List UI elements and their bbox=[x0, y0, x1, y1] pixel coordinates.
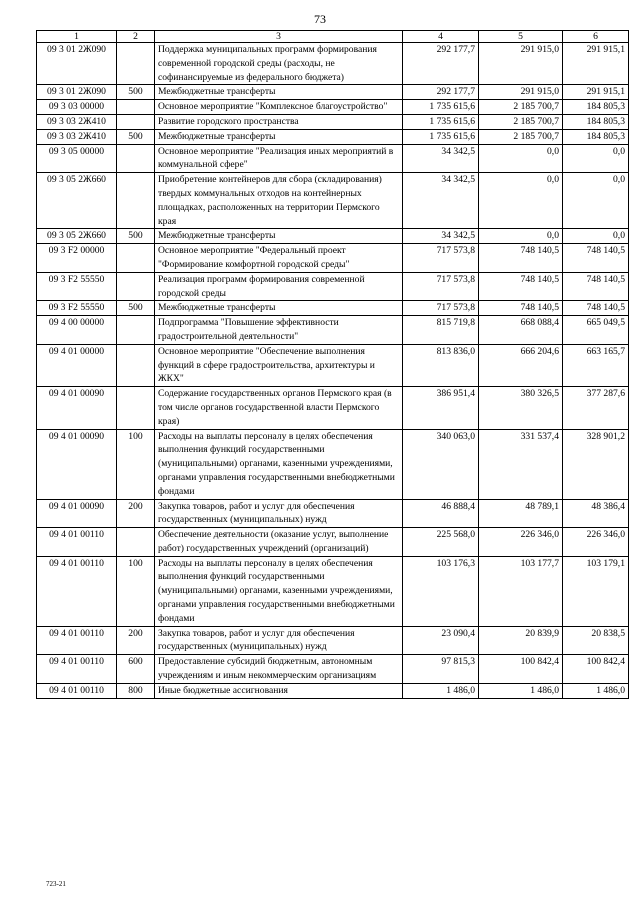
row-expense-type: 100 bbox=[117, 556, 155, 626]
table-header-row bbox=[37, 31, 629, 43]
row-value-1: 23 090,4 bbox=[403, 626, 479, 655]
row-code: 09 4 01 00110 bbox=[37, 556, 117, 626]
row-code: 09 3 05 00000 bbox=[37, 144, 117, 173]
row-expense-type: 100 bbox=[117, 429, 155, 499]
row-value-3: 48 386,4 bbox=[563, 499, 629, 528]
row-value-1: 34 342,5 bbox=[403, 144, 479, 173]
row-value-2: 0,0 bbox=[479, 144, 563, 173]
row-expense-type: 600 bbox=[117, 655, 155, 684]
row-value-1: 717 573,8 bbox=[403, 272, 479, 301]
row-expense-type bbox=[117, 272, 155, 301]
row-value-1: 46 888,4 bbox=[403, 499, 479, 528]
row-expense-type bbox=[117, 100, 155, 115]
row-code: 09 4 01 00110 bbox=[37, 528, 117, 557]
row-code: 09 3 03 00000 bbox=[37, 100, 117, 115]
row-expense-type: 500 bbox=[117, 85, 155, 100]
row-value-3: 291 915,1 bbox=[563, 43, 629, 85]
row-expense-type: 500 bbox=[117, 301, 155, 316]
table-row bbox=[37, 626, 629, 655]
row-expense-type bbox=[117, 144, 155, 173]
table-row bbox=[37, 85, 629, 100]
row-value-2: 0,0 bbox=[479, 229, 563, 244]
row-name: Межбюджетные трансферты bbox=[155, 301, 403, 316]
row-value-1: 103 176,3 bbox=[403, 556, 479, 626]
row-name: Содержание государственных органов Пермского края (в том числе органов государственной власти Пермского края) bbox=[155, 387, 403, 429]
row-value-3: 0,0 bbox=[563, 144, 629, 173]
table-row bbox=[37, 344, 629, 386]
row-name: Межбюджетные трансферты bbox=[155, 85, 403, 100]
row-value-2: 2 185 700,7 bbox=[479, 114, 563, 129]
row-name: Развитие городского пространства bbox=[155, 114, 403, 129]
column-header: 4 bbox=[403, 31, 479, 43]
row-code: 09 4 01 00090 bbox=[37, 387, 117, 429]
row-code: 09 4 01 00110 bbox=[37, 683, 117, 698]
row-expense-type: 200 bbox=[117, 626, 155, 655]
row-value-2: 748 140,5 bbox=[479, 301, 563, 316]
table-row bbox=[37, 173, 629, 229]
row-value-2: 291 915,0 bbox=[479, 43, 563, 85]
row-code: 09 3 03 2Ж410 bbox=[37, 129, 117, 144]
row-code: 09 3 05 2Ж660 bbox=[37, 229, 117, 244]
row-value-3: 665 049,5 bbox=[563, 316, 629, 345]
table-row bbox=[37, 272, 629, 301]
row-name: Основное мероприятие "Комплексное благоустройство" bbox=[155, 100, 403, 115]
row-value-3: 0,0 bbox=[563, 229, 629, 244]
row-value-3: 184 805,3 bbox=[563, 129, 629, 144]
row-value-1: 34 342,5 bbox=[403, 229, 479, 244]
row-value-2: 380 326,5 bbox=[479, 387, 563, 429]
row-name: Обеспечение деятельности (оказание услуг, выполнение работ) государственных учреждений (организаций) bbox=[155, 528, 403, 557]
row-value-3: 1 486,0 bbox=[563, 683, 629, 698]
row-code: 09 3 01 2Ж090 bbox=[37, 85, 117, 100]
row-code: 09 3 F2 00000 bbox=[37, 244, 117, 273]
row-value-3: 663 165,7 bbox=[563, 344, 629, 386]
row-value-1: 34 342,5 bbox=[403, 173, 479, 229]
row-value-2: 100 842,4 bbox=[479, 655, 563, 684]
row-name: Межбюджетные трансферты bbox=[155, 229, 403, 244]
row-value-1: 717 573,8 bbox=[403, 244, 479, 273]
row-value-2: 668 088,4 bbox=[479, 316, 563, 345]
table-row bbox=[37, 556, 629, 626]
table-row bbox=[37, 114, 629, 129]
row-expense-type: 800 bbox=[117, 683, 155, 698]
row-name: Подпрограмма "Повышение эффективности градостроительной деятельности" bbox=[155, 316, 403, 345]
column-header: 3 bbox=[155, 31, 403, 43]
row-expense-type bbox=[117, 114, 155, 129]
row-name: Расходы на выплаты персоналу в целях обеспечения выполнения функций государственными (муниципальными) органами, казенными учреждениями, органами управления государственными внебюджетными фондами bbox=[155, 429, 403, 499]
row-code: 09 3 01 2Ж090 bbox=[37, 43, 117, 85]
row-name: Межбюджетные трансферты bbox=[155, 129, 403, 144]
row-value-3: 226 346,0 bbox=[563, 528, 629, 557]
row-value-2: 103 177,7 bbox=[479, 556, 563, 626]
row-name: Поддержка муниципальных программ формирования современной городской среды (расходы, не софинансируемые из федерального бюджета) bbox=[155, 43, 403, 85]
column-header: 6 bbox=[563, 31, 629, 43]
row-expense-type: 500 bbox=[117, 229, 155, 244]
table-row bbox=[37, 43, 629, 85]
row-value-1: 292 177,7 bbox=[403, 43, 479, 85]
row-value-2: 2 185 700,7 bbox=[479, 129, 563, 144]
row-value-2: 2 185 700,7 bbox=[479, 100, 563, 115]
column-header: 2 bbox=[117, 31, 155, 43]
row-value-2: 20 839,9 bbox=[479, 626, 563, 655]
table-row bbox=[37, 301, 629, 316]
row-value-1: 813 836,0 bbox=[403, 344, 479, 386]
row-code: 09 4 01 00090 bbox=[37, 499, 117, 528]
row-name: Иные бюджетные ассигнования bbox=[155, 683, 403, 698]
table-row bbox=[37, 229, 629, 244]
row-value-3: 184 805,3 bbox=[563, 100, 629, 115]
row-name: Реализация программ формирования современной городской среды bbox=[155, 272, 403, 301]
row-code: 09 3 F2 55550 bbox=[37, 301, 117, 316]
row-value-2: 291 915,0 bbox=[479, 85, 563, 100]
row-code: 09 4 01 00090 bbox=[37, 429, 117, 499]
row-value-1: 386 951,4 bbox=[403, 387, 479, 429]
row-code: 09 4 01 00110 bbox=[37, 655, 117, 684]
row-expense-type bbox=[117, 43, 155, 85]
table-row bbox=[37, 655, 629, 684]
row-value-1: 815 719,8 bbox=[403, 316, 479, 345]
row-code: 09 4 01 00110 bbox=[37, 626, 117, 655]
row-name: Основное мероприятие "Обеспечение выполнения функций в сфере градостроительства, архитектуры и ЖКХ" bbox=[155, 344, 403, 386]
row-name: Основное мероприятие "Федеральный проект "Формирование комфортной городской среды" bbox=[155, 244, 403, 273]
budget-table bbox=[36, 30, 629, 699]
column-header: 5 bbox=[479, 31, 563, 43]
row-expense-type bbox=[117, 173, 155, 229]
row-name: Расходы на выплаты персоналу в целях обеспечения выполнения функций государственными (муниципальными) органами, казенными учреждениями, органами управления государственными внебюджетными фондами bbox=[155, 556, 403, 626]
row-expense-type bbox=[117, 387, 155, 429]
row-value-1: 97 815,3 bbox=[403, 655, 479, 684]
row-expense-type bbox=[117, 316, 155, 345]
table-row bbox=[37, 683, 629, 698]
table-row bbox=[37, 429, 629, 499]
row-code: 09 4 00 00000 bbox=[37, 316, 117, 345]
row-value-1: 292 177,7 bbox=[403, 85, 479, 100]
row-name: Закупка товаров, работ и услуг для обеспечения государственных (муниципальных) нужд bbox=[155, 626, 403, 655]
row-name: Предоставление субсидий бюджетным, автономным учреждениям и иным некоммерческим организациям bbox=[155, 655, 403, 684]
row-expense-type bbox=[117, 528, 155, 557]
row-value-1: 1 735 615,6 bbox=[403, 100, 479, 115]
row-value-3: 100 842,4 bbox=[563, 655, 629, 684]
column-header: 1 bbox=[37, 31, 117, 43]
table-row bbox=[37, 528, 629, 557]
row-value-3: 328 901,2 bbox=[563, 429, 629, 499]
row-value-2: 331 537,4 bbox=[479, 429, 563, 499]
table-row bbox=[37, 316, 629, 345]
row-value-1: 1 486,0 bbox=[403, 683, 479, 698]
row-value-3: 291 915,1 bbox=[563, 85, 629, 100]
row-value-2: 748 140,5 bbox=[479, 244, 563, 273]
row-value-1: 1 735 615,6 bbox=[403, 129, 479, 144]
table-row bbox=[37, 144, 629, 173]
table-row bbox=[37, 387, 629, 429]
row-name: Приобретение контейнеров для сбора (складирования) твердых коммунальных отходов на контейнерных площадках, расположенных на территории Пермского края bbox=[155, 173, 403, 229]
table-row bbox=[37, 129, 629, 144]
table-row bbox=[37, 499, 629, 528]
row-value-1: 225 568,0 bbox=[403, 528, 479, 557]
row-name: Основное мероприятие "Реализация иных мероприятий в коммунальной сфере" bbox=[155, 144, 403, 173]
row-value-3: 748 140,5 bbox=[563, 301, 629, 316]
row-code: 09 3 03 2Ж410 bbox=[37, 114, 117, 129]
row-expense-type bbox=[117, 344, 155, 386]
row-value-3: 748 140,5 bbox=[563, 244, 629, 273]
row-value-3: 0,0 bbox=[563, 173, 629, 229]
page-number: 73 bbox=[314, 12, 326, 26]
table-row bbox=[37, 244, 629, 273]
row-value-1: 717 573,8 bbox=[403, 301, 479, 316]
row-value-3: 184 805,3 bbox=[563, 114, 629, 129]
row-value-1: 1 735 615,6 bbox=[403, 114, 479, 129]
row-value-3: 20 838,5 bbox=[563, 626, 629, 655]
row-value-1: 340 063,0 bbox=[403, 429, 479, 499]
row-code: 09 3 F2 55550 bbox=[37, 272, 117, 301]
row-name: Закупка товаров, работ и услуг для обеспечения государственных (муниципальных) нужд bbox=[155, 499, 403, 528]
row-value-2: 666 204,6 bbox=[479, 344, 563, 386]
row-code: 09 3 05 2Ж660 bbox=[37, 173, 117, 229]
row-value-2: 748 140,5 bbox=[479, 272, 563, 301]
footer-code: 723-21 bbox=[46, 880, 66, 888]
row-value-2: 1 486,0 bbox=[479, 683, 563, 698]
row-code: 09 4 01 00000 bbox=[37, 344, 117, 386]
row-value-3: 103 179,1 bbox=[563, 556, 629, 626]
row-value-2: 0,0 bbox=[479, 173, 563, 229]
row-expense-type: 500 bbox=[117, 129, 155, 144]
row-value-3: 377 287,6 bbox=[563, 387, 629, 429]
row-value-2: 226 346,0 bbox=[479, 528, 563, 557]
row-value-3: 748 140,5 bbox=[563, 272, 629, 301]
table-row bbox=[37, 100, 629, 115]
row-expense-type: 200 bbox=[117, 499, 155, 528]
row-expense-type bbox=[117, 244, 155, 273]
row-value-2: 48 789,1 bbox=[479, 499, 563, 528]
